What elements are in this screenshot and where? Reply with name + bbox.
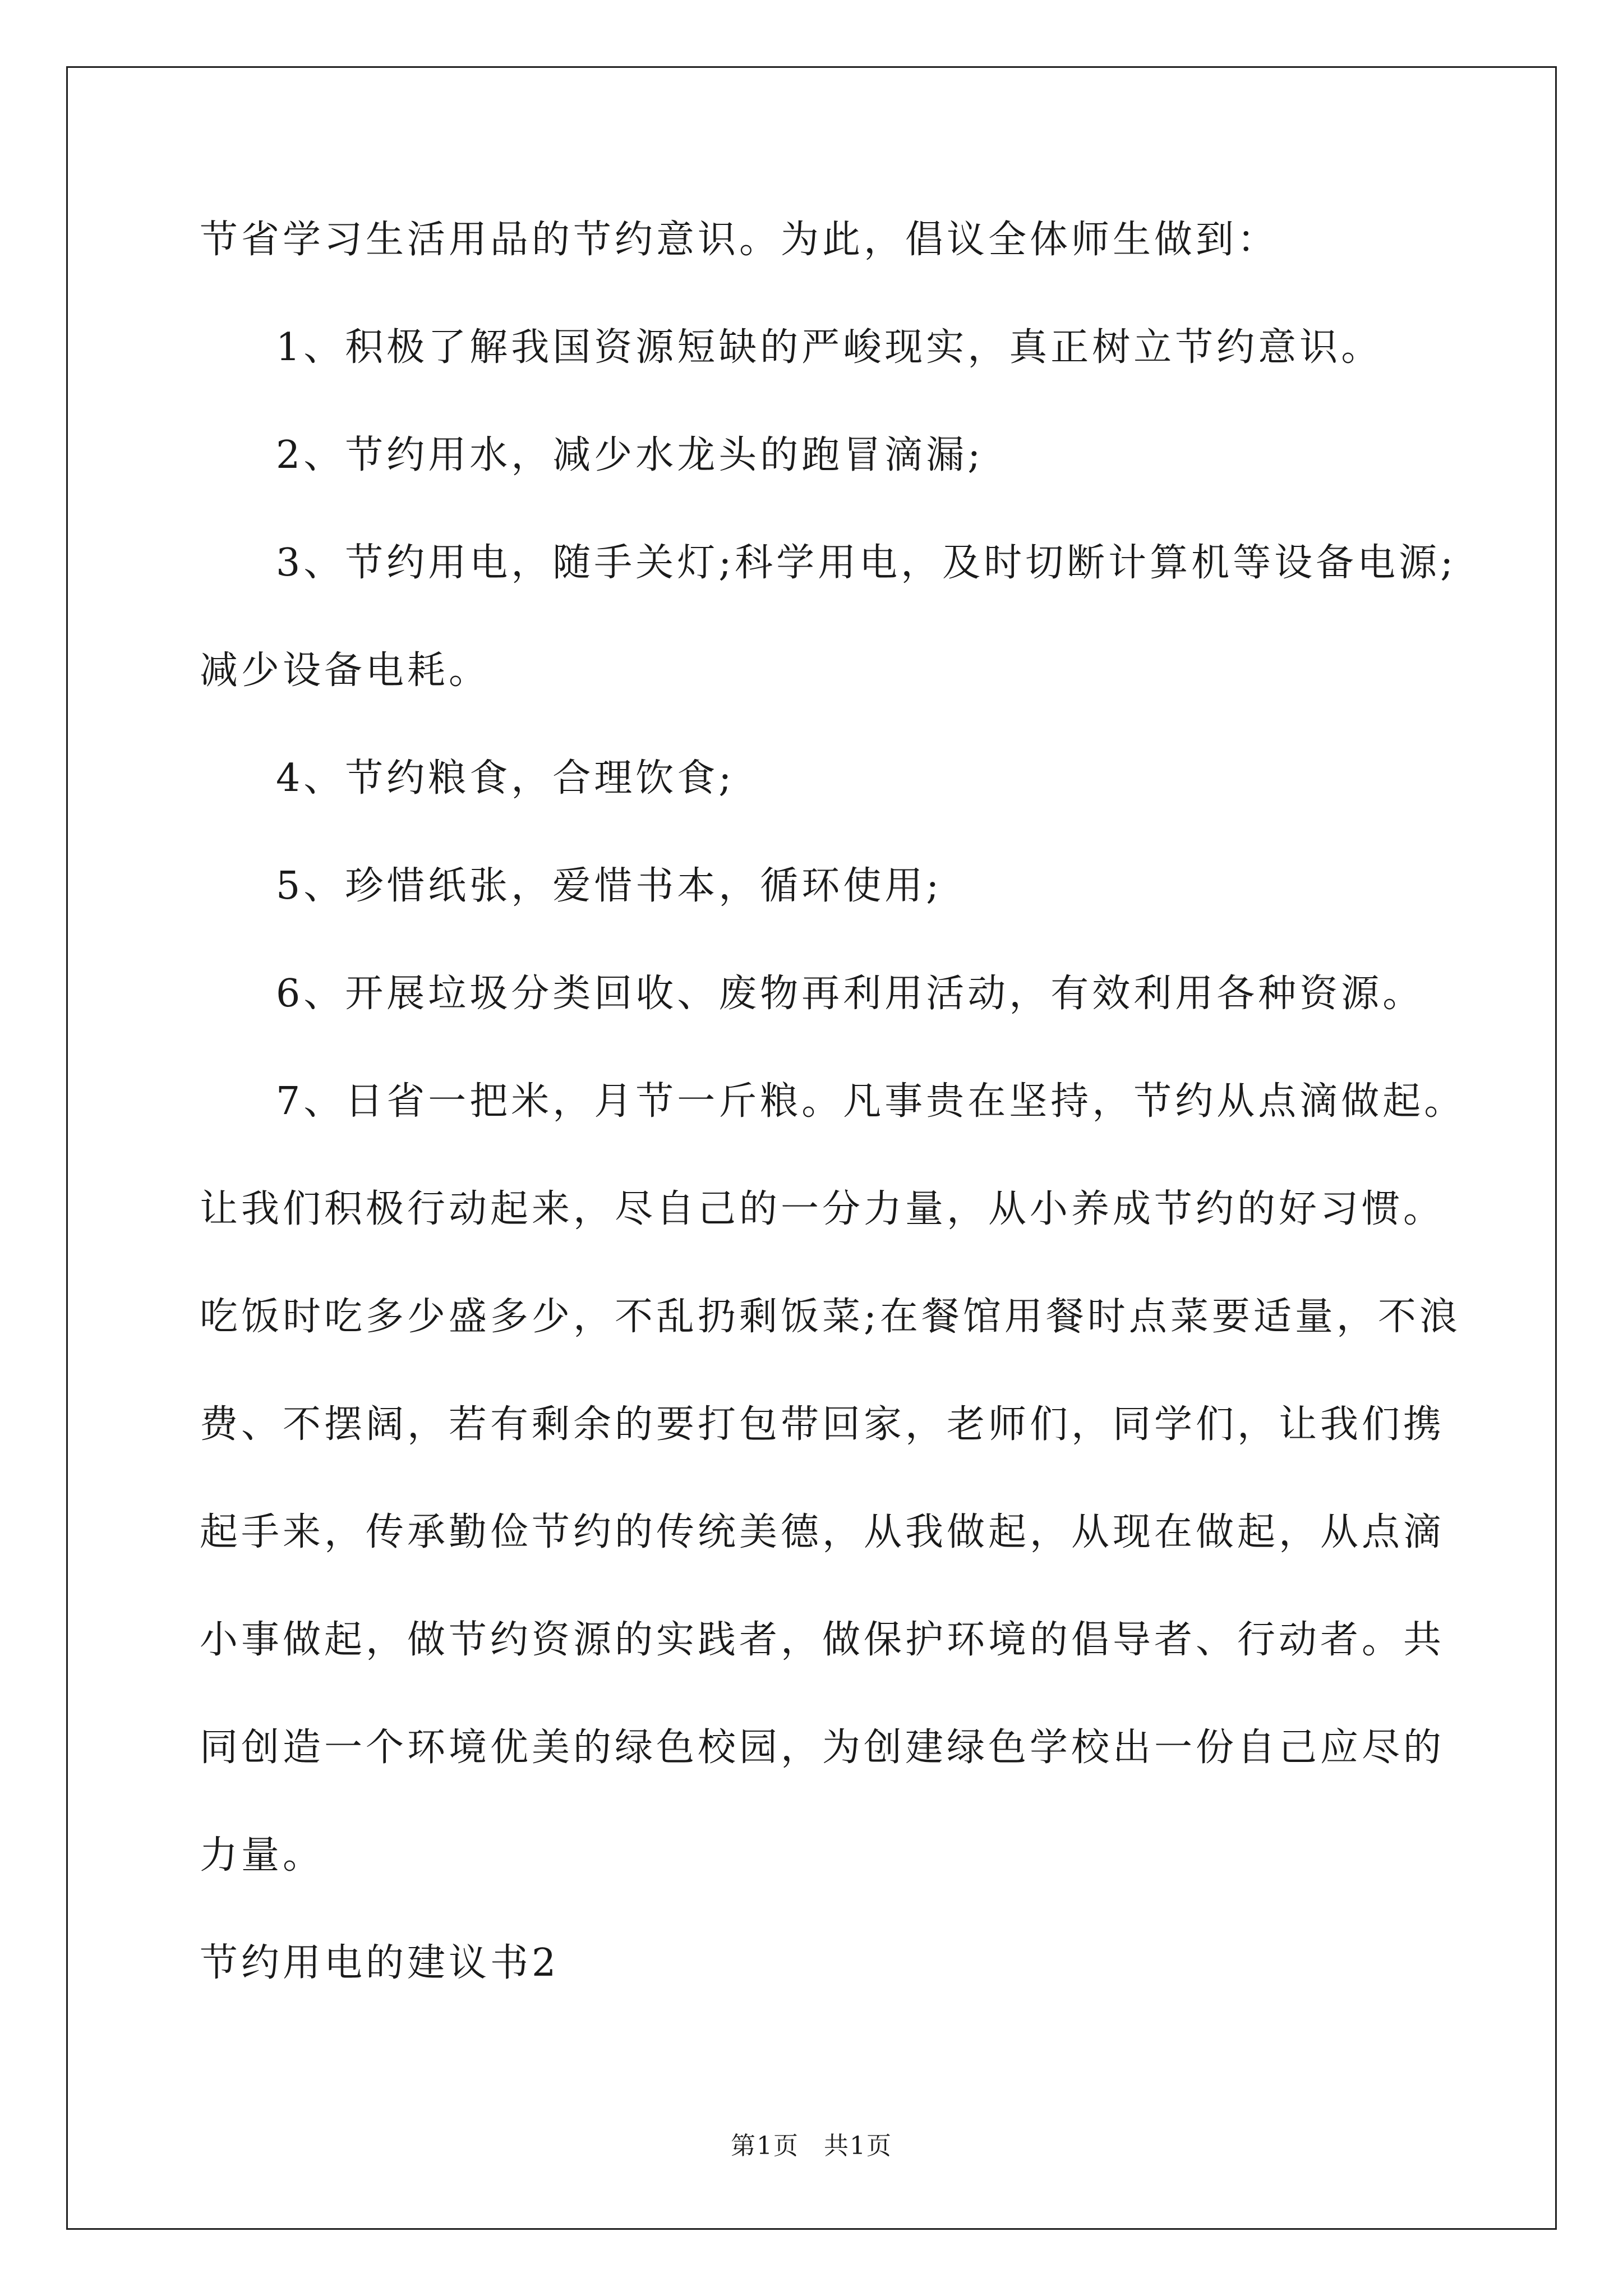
paragraph-line: 吃饭时吃多少盛多少，不乱扔剩饭菜;在餐馆用餐时点菜要适量，不浪 <box>200 1295 1461 1339</box>
list-item-3: 3、节约用电，随手关灯;科学用电，及时切断计算机等设备电源; <box>276 541 1457 585</box>
list-item-2: 2、节约用水，减少水龙头的跑冒滴漏; <box>276 433 984 477</box>
page-number-total: 共1页 <box>824 2132 892 2160</box>
section-heading: 节约用电的建议书2 <box>200 1941 560 1985</box>
list-item-1: 1、积极了解我国资源短缺的严峻现实，真正树立节约意识。 <box>276 325 1383 370</box>
paragraph-line: 起手来，传承勤俭节约的传统美德，从我做起，从现在做起，从点滴 <box>200 1510 1445 1554</box>
page-footer <box>0 2131 1623 2162</box>
paragraph-line: 小事做起，做节约资源的实践者，做保护环境的倡导者、行动者。共 <box>200 1618 1445 1662</box>
paragraph-line: 力量。 <box>200 1833 325 1878</box>
paragraph-line: 让我们积极行动起来，尽自己的一分力量，从小养成节约的好习惯。 <box>200 1187 1445 1231</box>
paragraph-line: 同创造一个环境优美的绿色校园，为创建绿色学校出一份自己应尽的 <box>200 1726 1445 1770</box>
list-item-3-continued: 减少设备电耗。 <box>200 648 491 693</box>
paragraph-line: 节省学习生活用品的节约意识。为此，倡议全体师生做到： <box>200 218 1279 262</box>
paragraph-line: 费、不摆阔，若有剩余的要打包带回家，老师们，同学们，让我们携 <box>200 1402 1445 1447</box>
list-item-5: 5、珍惜纸张，爱惜书本，循环使用; <box>276 864 943 908</box>
list-item-4: 4、节约粮食，合理饮食; <box>276 756 735 800</box>
list-item-6: 6、开展垃圾分类回收、废物再利用活动，有效利用各种资源。 <box>276 972 1424 1016</box>
page-number-current: 第1页 <box>731 2132 799 2160</box>
page-border <box>66 66 1557 2230</box>
list-item-7: 7、日省一把米，月节一斤粮。凡事贵在坚持，节约从点滴做起。 <box>276 1079 1466 1124</box>
